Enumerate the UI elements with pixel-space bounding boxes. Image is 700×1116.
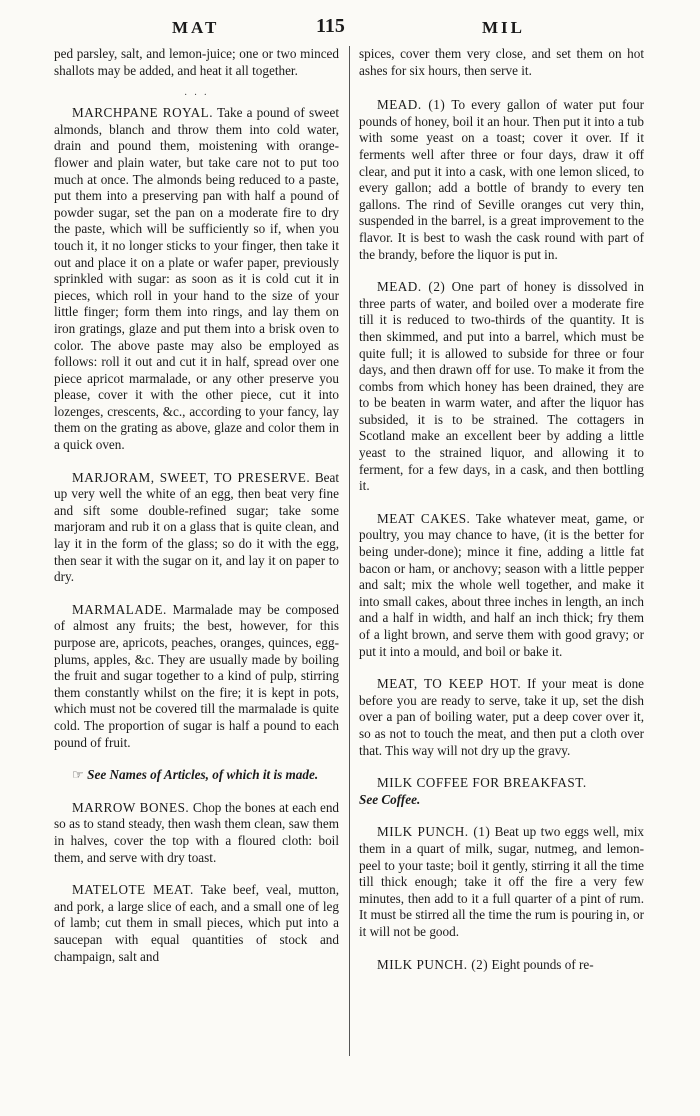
recipe-entry — [359, 676, 644, 759]
ornament-mark: · · · — [184, 90, 209, 102]
recipe-entry — [54, 602, 339, 751]
recipe-text: If your meat is done before you are ready to serve, take it up, set the dish over a pan of boiling water, put a deep cover over it, so as not to touch the meat, and then put a cloth over that. This way will not dry up the gravy. — [359, 676, 645, 758]
header-right-guide-word: MIL — [482, 18, 525, 37]
recipe-entry — [54, 882, 339, 965]
right-column — [359, 46, 644, 989]
pointing-hand-icon: ☞ — [72, 767, 84, 783]
cross-reference-text: See Names of Articles, of which it is made. — [87, 767, 319, 783]
see-reference: See Coffee. — [359, 791, 421, 807]
recipe-text: Take a pound of sweet almonds, blanch and throw them into cold water, drain and pound them, moistening with orange-flower and plain water, but take care not to put too much at once. The almonds being reduced to a paste, put them into a preserving pan with half a pound of powder sugar, set the pan on a moderate fire to dry the paste, which will be sufficiently so if, when you touch it, it no longer sticks to your finger, then take it out and place it on a plate or wafer paper, previously sprinkled with sugar: as soon as it is cold cut it in pieces, which roll in your hand to the size of your little finger; form them into rings, and lay them on iron gratings, glaze and put them into a brisk oven to color. The above paste may also be employed as follows: roll it out and cut it in half, spread over one piece apricot marmalade, or any other preserve you please, cover it with the other piece, cut it into lozenges, crescents, &c., according to your fancy, lay them on the grating as above, glaze and color them in a quick oven. — [54, 105, 339, 453]
recipe-entry — [359, 97, 644, 263]
recipe-title: MILK COFFEE FOR BREAKFAST. — [377, 775, 587, 791]
cross-reference — [54, 767, 339, 784]
recipe-text: One part of honey is dissolved in three parts of water, and boiled over a moderate fire till it is reduced to two-thirds of the quantity. It is then skimmed, and put into a barrel, which must be quite full; it is allowed to subside for three or four days, and then drawn off for use. To make it from the combs from which honey has been drained, they are to be beaten in warm water, and after the liquor has subsided, it is to be strained. The cottagers in Scotland make an excellent beer by adding a little yeast to the strained liquor, and allowing it to ferment, for a few days, in a cask, and then bottling it. — [359, 279, 645, 494]
recipe-entry — [54, 800, 339, 866]
left-column — [54, 46, 339, 981]
running-header — [54, 14, 660, 50]
recipe-title: MARMALADE. — [72, 601, 167, 617]
recipe-heading-entry — [359, 775, 644, 808]
page-number: 115 — [316, 15, 345, 37]
recipe-title: MARROW BONES. — [72, 799, 190, 815]
recipe-title: MILK PUNCH. (1) — [377, 824, 491, 840]
recipe-text: Beat up two eggs well, mix them in a quart of milk, sugar, nutmeg, and lemon-peel to your taste; boil it gently, stirring it all the time till thick enough; take it off the fire a very few minutes, then add to it a full quarter of a pint of rum. It must be stirred all the time the rum is pouring in, or it will not be good. — [359, 824, 645, 939]
recipe-entry — [54, 470, 339, 586]
recipe-entry — [54, 105, 339, 453]
recipe-text: Marmalade may be composed of almost any fruits; the best, however, for this purpose are, apricots, peaches, oranges, quinces, egg-plums, apples, &c. They are usually made by boiling the fruit and sugar together to a kind of pulp, stirring them constantly whilst on the fire; it is kept in pots, which must not be covered till the marmalade is quite cold. The proportion of sugar is half a pound to each pound of fruit. — [54, 601, 340, 750]
recipe-text: To every gallon of water put four pounds of honey, boil it an hour. Then put it into a tub with some yeast on a toast; cover it over. If it ferments well after three or four days, draw it off clear, and put it into a cask, with one lemon sliced, to every gallon; add a bottle of brandy to every ten gallons. The rind of Seville oranges cut very thin, suspended in the barrel, is a great improvement to the flavor. It is best to wash the cask round with part of the brandy, before the liquor is put in. — [359, 97, 644, 262]
recipe-title: MEAT CAKES. — [377, 510, 471, 526]
column-divider — [349, 46, 350, 1056]
recipe-title: MARJORAM, SWEET, TO PRESERVE. — [72, 469, 311, 485]
two-column-body — [54, 46, 660, 1106]
recipe-text: Beat up very well the white of an egg, then beat very fine and sift some double-refined sugar; take some marjoram and rub it on a glass that is quite clean, and lay it in the form of the glass; so do it with the egg, then sear it with the sugar on it, and lay it on paper to dry. — [54, 469, 339, 585]
recipe-entry — [359, 957, 644, 974]
recipe-title: MEAD. (2) — [377, 279, 446, 295]
recipe-entry — [359, 279, 644, 495]
continued-text: spices, cover them very close, and set them on hot ashes for six hours, then serve it. — [359, 46, 644, 78]
recipe-title: MILK PUNCH. (2) — [377, 956, 489, 972]
recipe-entry — [359, 824, 644, 940]
recipe-text: Take beef, veal, mutton, and pork, a large slice of each, and a small one of leg of lamb; cut them in small pieces, which put into a saucepan with equal quantities of stock and champaign, salt and — [54, 882, 339, 964]
recipe-title: MATELOTE MEAT. — [72, 882, 194, 898]
recipe-title: MEAD. (1) — [377, 97, 446, 113]
recipe-title: MEAT, TO KEEP HOT. — [377, 676, 522, 692]
header-left-guide-word: MAT — [172, 18, 220, 37]
recipe-title: MARCHPANE ROYAL. — [72, 105, 214, 121]
recipe-text: Eight pounds of re- — [491, 956, 594, 972]
continued-text: ped parsley, salt, and lemon-juice; one or two minced shallots may be added, and heat it all together. — [54, 46, 339, 78]
recipe-entry — [359, 511, 644, 660]
recipe-text: Take whatever meat, game, or poultry, you may chance to have, (it is the better for being under-done); mince it fine, adding a little fat bacon or ham, or anchovy; season with a little pepper and salt; mix the whole well together, and make it into small cakes, about three inches in length, an inch and a half in width, and half an inch thick; fry them of a light brown, and serve them with good gravy; or put it into a mould, and boil or bake it. — [359, 510, 644, 659]
recipe-text: Chop the bones at each end so as to stand steady, then wash them clean, saw them in halves, cover the top with a floured cloth: boil them, and serve with dry toast. — [54, 799, 340, 865]
